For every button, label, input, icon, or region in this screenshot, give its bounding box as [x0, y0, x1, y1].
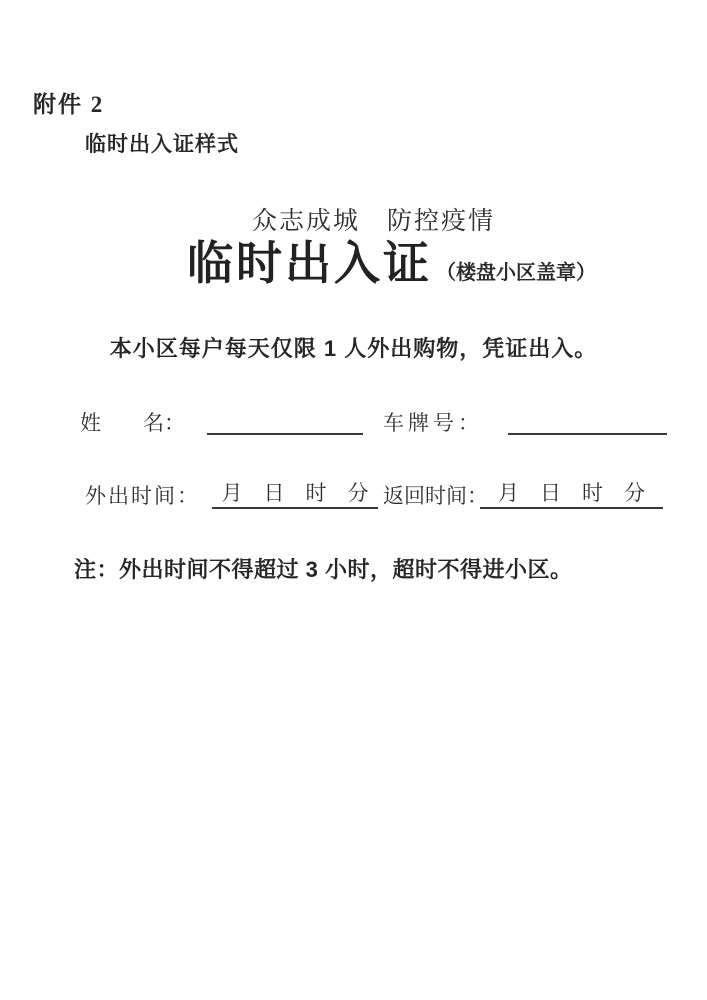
title-row [0, 238, 707, 289]
out-time-field-label: 外出时间： [85, 484, 200, 508]
stamp-note: （楼盘小区盖章） [436, 262, 596, 284]
attachment-label: 附件 2 [33, 92, 105, 117]
name-field-label: 姓 名： [80, 411, 185, 435]
return-time-blank-line: 月 日 时 分 [480, 480, 663, 509]
footnote-text: 注：外出时间不得超过 3 小时，超时不得进小区。 [74, 557, 573, 582]
name-blank-line [207, 407, 363, 435]
out-time-blank-line: 月 日 时 分 [212, 480, 378, 509]
slogan-row [0, 201, 707, 237]
slogan-text: 众志成城 防控疫情 [251, 208, 495, 235]
document-subtitle: 临时出入证样式 [85, 132, 239, 156]
notice-row [0, 332, 707, 363]
return-time-field-label: 返回时间： [383, 484, 488, 508]
title-inner [187, 237, 596, 289]
plate-number-field-label: 车牌号： [383, 411, 483, 435]
pass-title: 临时出入证 [187, 237, 432, 289]
plate-number-blank-line [508, 407, 667, 435]
notice-text: 本小区每户每天仅限 1 人外出购物，凭证出入。 [109, 336, 598, 361]
